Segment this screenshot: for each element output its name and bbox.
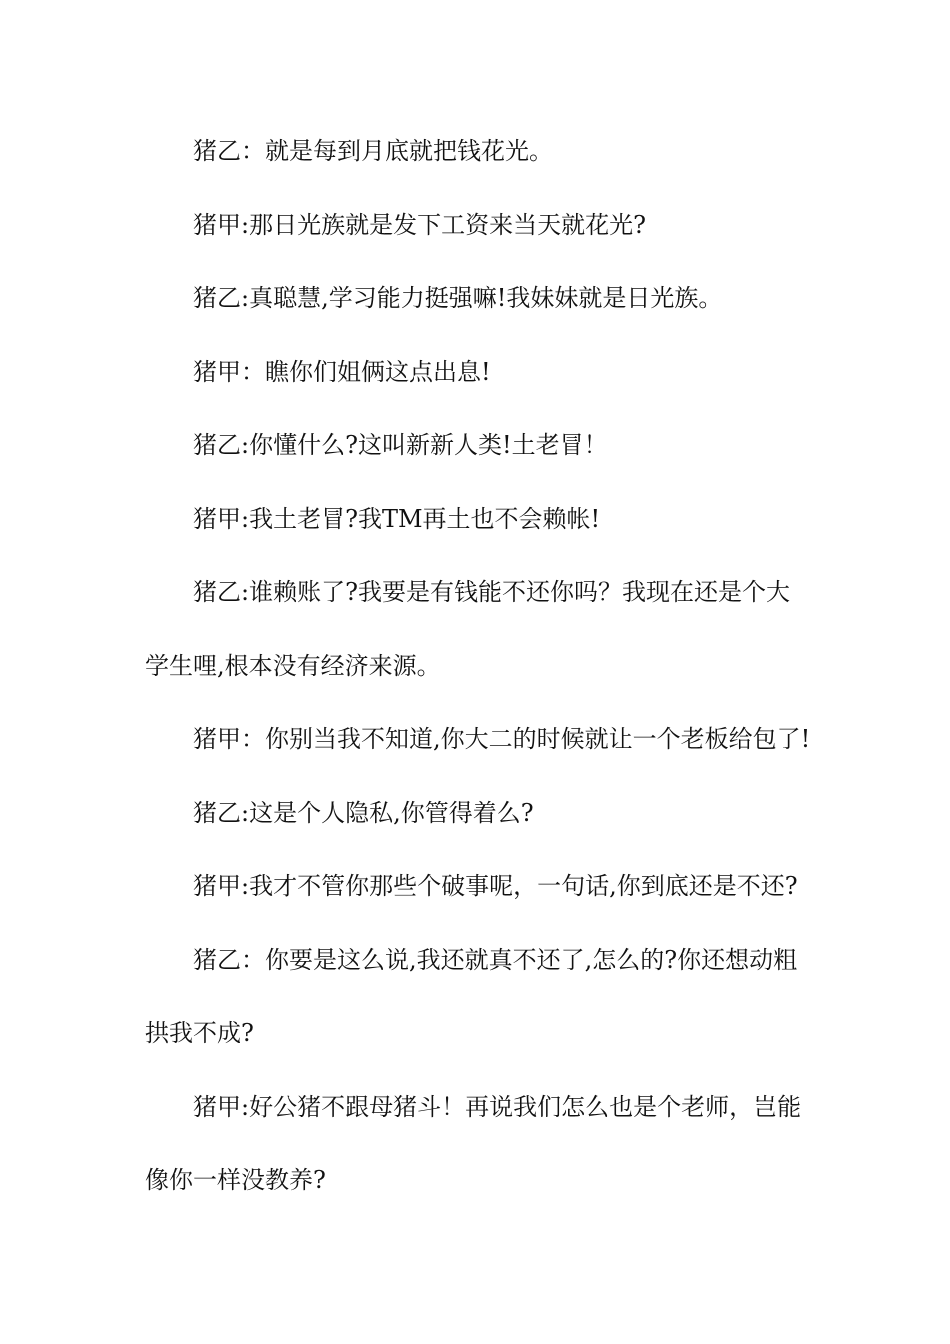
paragraph-line: 猪甲:我土老冒?我TM再土也不会赖帐! (193, 504, 601, 533)
paragraph-line: 猪乙:真聪慧,学习能力挺强嘛!我妹妹就是日光族。 (193, 284, 723, 312)
paragraph-continuation-line: 拱我不成? (145, 1019, 254, 1047)
paragraph-line: 猪甲：瞧你们姐俩这点出息! (193, 357, 491, 386)
paragraph-continuation-line: 学生哩,根本没有经济来源。 (145, 651, 441, 680)
paragraph-line: 猪甲：你别当我不知道,你大二的时候就让一个老板给包了! (193, 725, 811, 753)
paragraph-line: 猪甲:好公猪不跟母猪斗！再说我们怎么也是个老师，岂能 (193, 1092, 802, 1121)
paragraph-line: 猪乙:这是个人隐私,你管得着么? (193, 798, 534, 827)
paragraph-line: 猪甲:那日光族就是发下工资来当天就花光? (193, 210, 646, 239)
document-body (145, 133, 815, 1236)
paragraph-continuation-line: 像你一样没教养? (145, 1166, 326, 1194)
paragraph-line: 猪乙:你懂什么?这叫新新人类!土老冒！ (193, 431, 608, 459)
paragraph-line: 猪甲:我才不管你那些个破事呢，一句话,你到底还是不还? (193, 872, 798, 900)
paragraph-line: 猪乙：就是每到月底就把钱花光。 (193, 137, 553, 165)
paragraph-line: 猪乙：你要是这么说,我还就真不还了,怎么的?你还想动粗 (193, 945, 798, 974)
paragraph-line: 猪乙:谁赖账了?我要是有钱能不还你吗？我现在还是个大 (193, 578, 790, 606)
